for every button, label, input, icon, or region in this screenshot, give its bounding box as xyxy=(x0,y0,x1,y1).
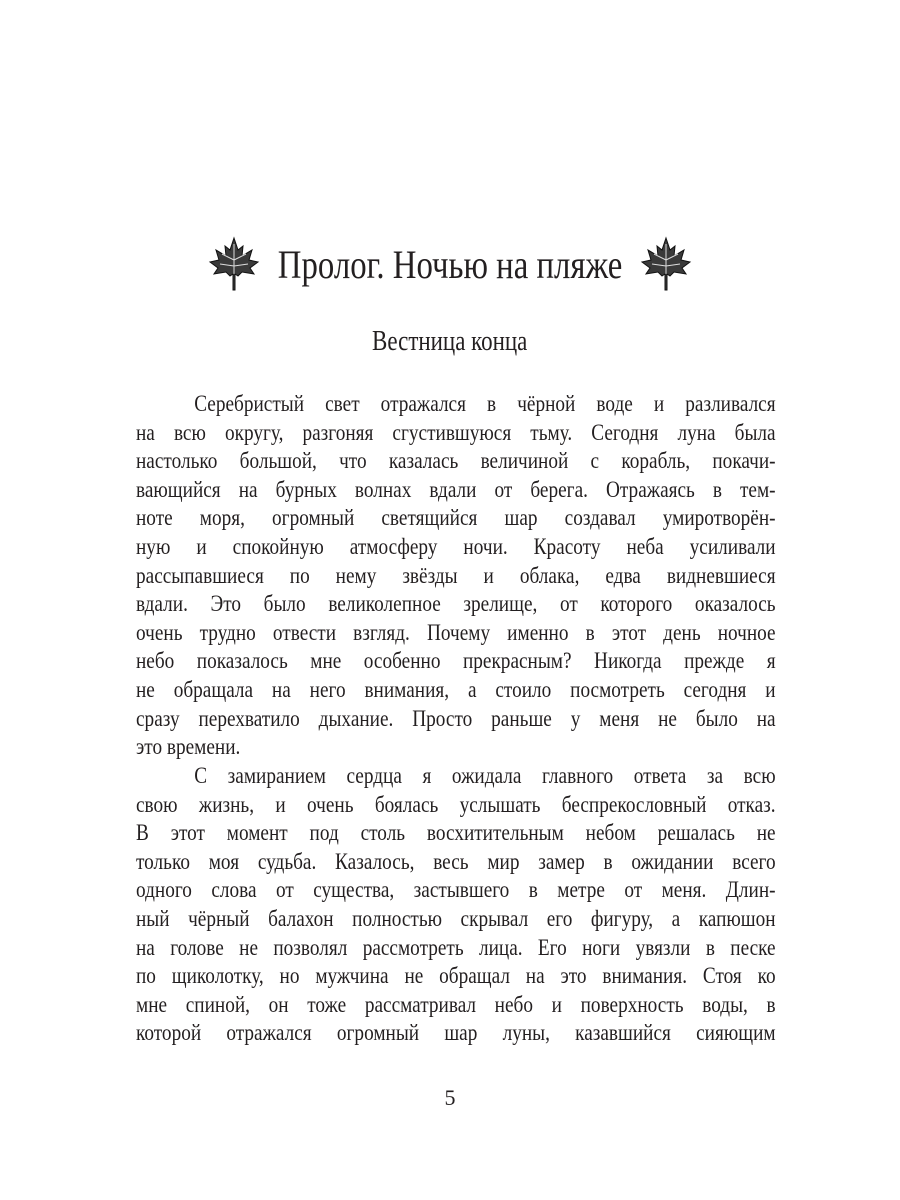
text-line: вдали. Это было великолепное зрелище, от которого оказалось xyxy=(136,591,776,618)
paragraph-1 xyxy=(136,390,776,762)
text-line: рассыпавшиеся по нему звёзды и облака, едва видневшиеся xyxy=(136,562,776,589)
text-line: мне спиной, он тоже рассматривал небо и поверхность воды, в xyxy=(136,991,776,1018)
chapter-title: Пролог. Ночью на пляже xyxy=(277,241,623,287)
maple-leaf-icon xyxy=(640,236,692,292)
text-line: небо показалось мне особенно прекрасным? Никогда прежде я xyxy=(136,648,776,675)
chapter-heading xyxy=(0,236,900,292)
text-line: свою жизнь, и очень боялась услышать беспрекословный отказ. xyxy=(136,791,776,818)
paragraph-2 xyxy=(136,762,776,1048)
subtitle-text: Вестница конца xyxy=(372,326,528,357)
text-line: это времени. xyxy=(136,734,241,761)
maple-leaf-icon xyxy=(208,236,260,292)
text-line: С замиранием сердца я ожидала главного ответа за всю xyxy=(194,763,776,789)
text-line: В этот момент под столь восхитительным небом решалась не xyxy=(136,820,776,847)
text-line: ную и спокойную атмосферу ночи. Красоту неба усиливали xyxy=(136,533,776,560)
section-subtitle xyxy=(0,326,900,358)
text-line: сразу перехватило дыхание. Просто раньше у меня не было на xyxy=(136,705,776,732)
text-line: ноте моря, огромный светящийся шар создавал умиротворён- xyxy=(136,505,776,532)
text-line: ный чёрный балахон полностью скрывал его фигуру, а капюшон xyxy=(136,905,776,932)
text-line: одного слова от существа, застывшего в метре от меня. Длин- xyxy=(136,877,776,904)
text-line: Серебристый свет отражался в чёрной воде и разливался xyxy=(194,391,776,417)
text-line: на всю округу, разгоняя сгустившуюся тьму. Сегодня луна была xyxy=(136,419,776,446)
text-line: по щиколотку, но мужчина не обращал на это внимания. Стоя ко xyxy=(136,963,776,990)
text-line: вающийся на бурных волнах вдали от берега. Отражаясь в тем- xyxy=(136,476,776,503)
text-line: на голове не позволял рассмотреть лица. Его ноги увязли в песке xyxy=(136,934,776,961)
text-line: не обращала на него внимания, а стоило посмотреть сегодня и xyxy=(136,676,776,703)
text-line: только моя судьба. Казалось, весь мир замер в ожидании всего xyxy=(136,848,776,875)
text-line: очень трудно отвести взгляд. Почему именно в этот день ночное xyxy=(136,619,776,646)
text-line: которой отражался огромный шар луны, казавшийся сияющим xyxy=(136,1020,776,1047)
page-number: 5 xyxy=(444,1085,456,1110)
text-line: настолько большой, что казалась величиной с корабль, покачи- xyxy=(136,448,776,475)
